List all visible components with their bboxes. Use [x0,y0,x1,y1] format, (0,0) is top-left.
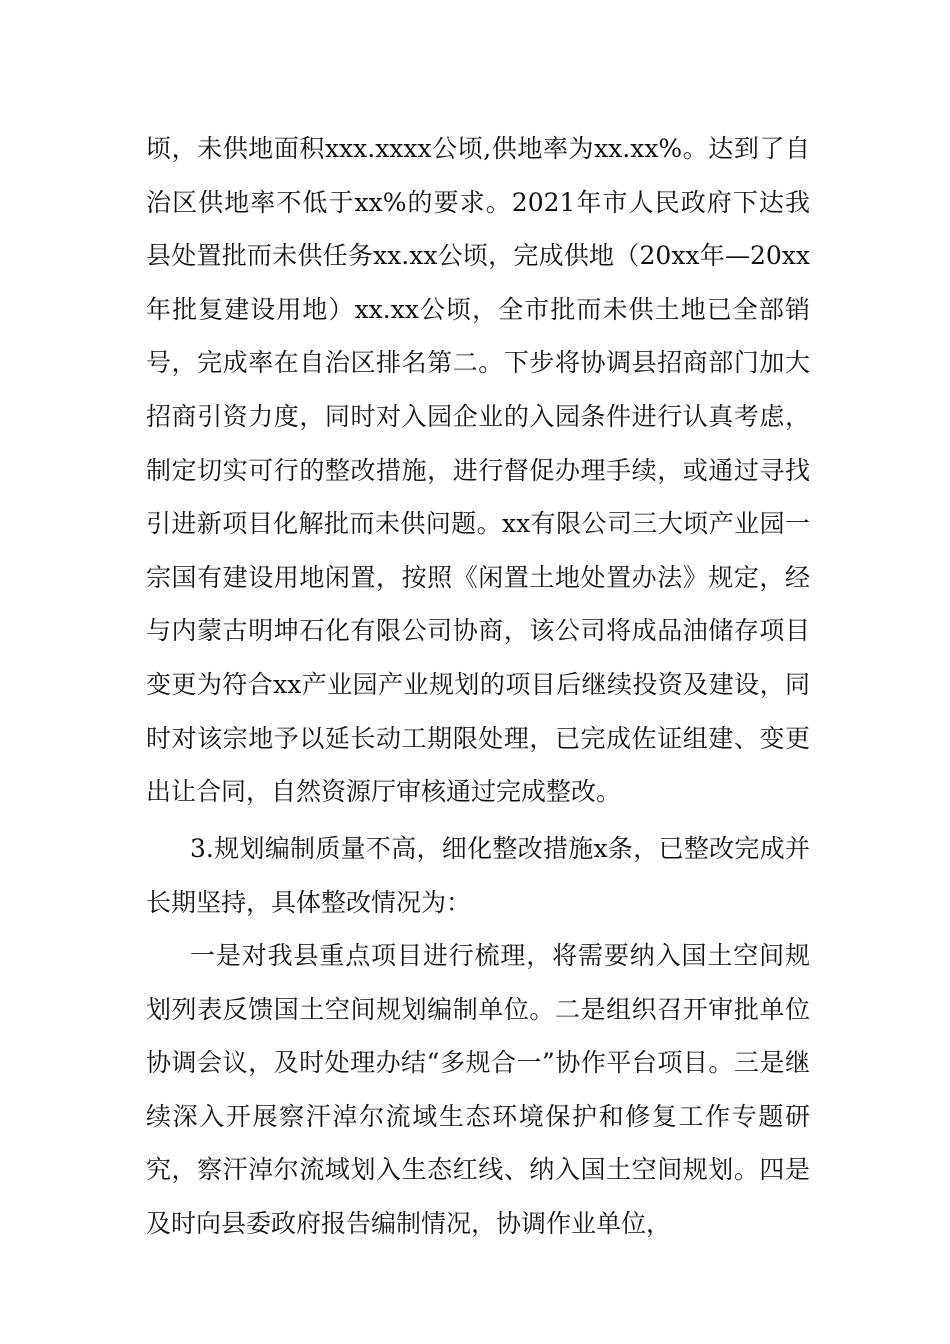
paragraph-land-supply [146,122,810,819]
paragraph-text: 顷，未供地面积xxx.xxxx公顷,供地率为xx.xx%。达到了自治区供地率不低于xx%的要求。2021年市人民政府下达我县处置批而未供任务xx.xx公顷，完成供地（20xx年—20xx年批复建设用地）xx.xx公顷，全市批而未供土地已全部销号，完成率在自治区排名第二。下步将协调县招商部门加大招商引资力度，同时对入园企业的入园条件进行认真考虑，制定切实可行的整改措施，进行督促办理手续，或通过寻找引进新项目化解批而未供问题。xx有限公司三大顷产业园一宗国有建设用地闲置，按照《闲置土地处置办法》规定，经与内蒙古明坤石化有限公司协商，该公司将成品油储存项目变更为符合xx产业园产业规划的项目后继续投资及建设，同时对该宗地予以延长动工期限处理，已完成佐证组建、变更出让合同，自然资源厅审核通过完成整改。 [146,134,810,807]
paragraph-text: 3.规划编制质量不高，细化整改措施x条，已整改完成并长期坚持，具体整改情况为： [146,834,810,917]
paragraph-text: 一是对我县重点项目进行梳理，将需要纳入国土空间规划列表反馈国土空间规划编制单位。二是组织召开审批单位协调会议，及时处理办结“多规合一”协作平台项目。三是继续深入开展察汗淖尔流域生态环境保护和修复工作专题研究，察汗淖尔流域划入生态红线、纳入国土空间规划。四是及时向县委政府报告编制情况，协调作业单位， [146,941,810,1238]
paragraph-planning-heading [146,822,810,929]
paragraph-planning-measures [146,929,810,1251]
